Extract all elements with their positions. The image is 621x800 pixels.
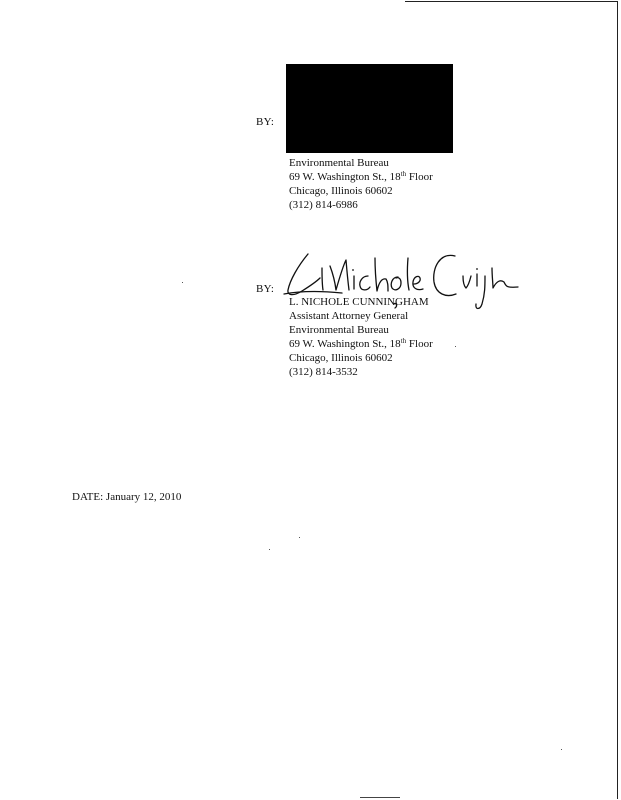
- city-line-1: Chicago, Illinois 60602: [289, 185, 393, 197]
- date-line: DATE: January 12, 2010: [72, 491, 182, 503]
- scan-speck: [182, 282, 183, 283]
- signer-title: Assistant Attorney General: [289, 310, 409, 322]
- scan-speck: [269, 549, 270, 550]
- phone-line-1: (312) 814-6986: [289, 199, 358, 211]
- address-line-1: 69 W. Washington St., 18th Floor: [289, 170, 433, 183]
- by-label-1: BY:: [256, 116, 275, 128]
- address-line-2: 69 W. Washington St., 18th Floor: [289, 337, 433, 350]
- signer-name: L. NICHOLE CUNNINGHAM: [289, 296, 429, 308]
- by-label-2: BY:: [256, 283, 275, 295]
- bureau-line-2: Environmental Bureau: [289, 324, 389, 336]
- phone-line-2: (312) 814-3532: [289, 366, 358, 378]
- scan-speck: [561, 749, 562, 750]
- page-edge-top: [405, 1, 618, 2]
- city-line-2: Chicago, Illinois 60602: [289, 352, 393, 364]
- bureau-line-1: Environmental Bureau: [289, 157, 389, 169]
- page-edge-right: [617, 1, 618, 799]
- scan-speck: [299, 537, 300, 538]
- redaction-box: [286, 64, 453, 153]
- scan-speck: [455, 346, 456, 347]
- page-edge-bottom: [360, 797, 400, 798]
